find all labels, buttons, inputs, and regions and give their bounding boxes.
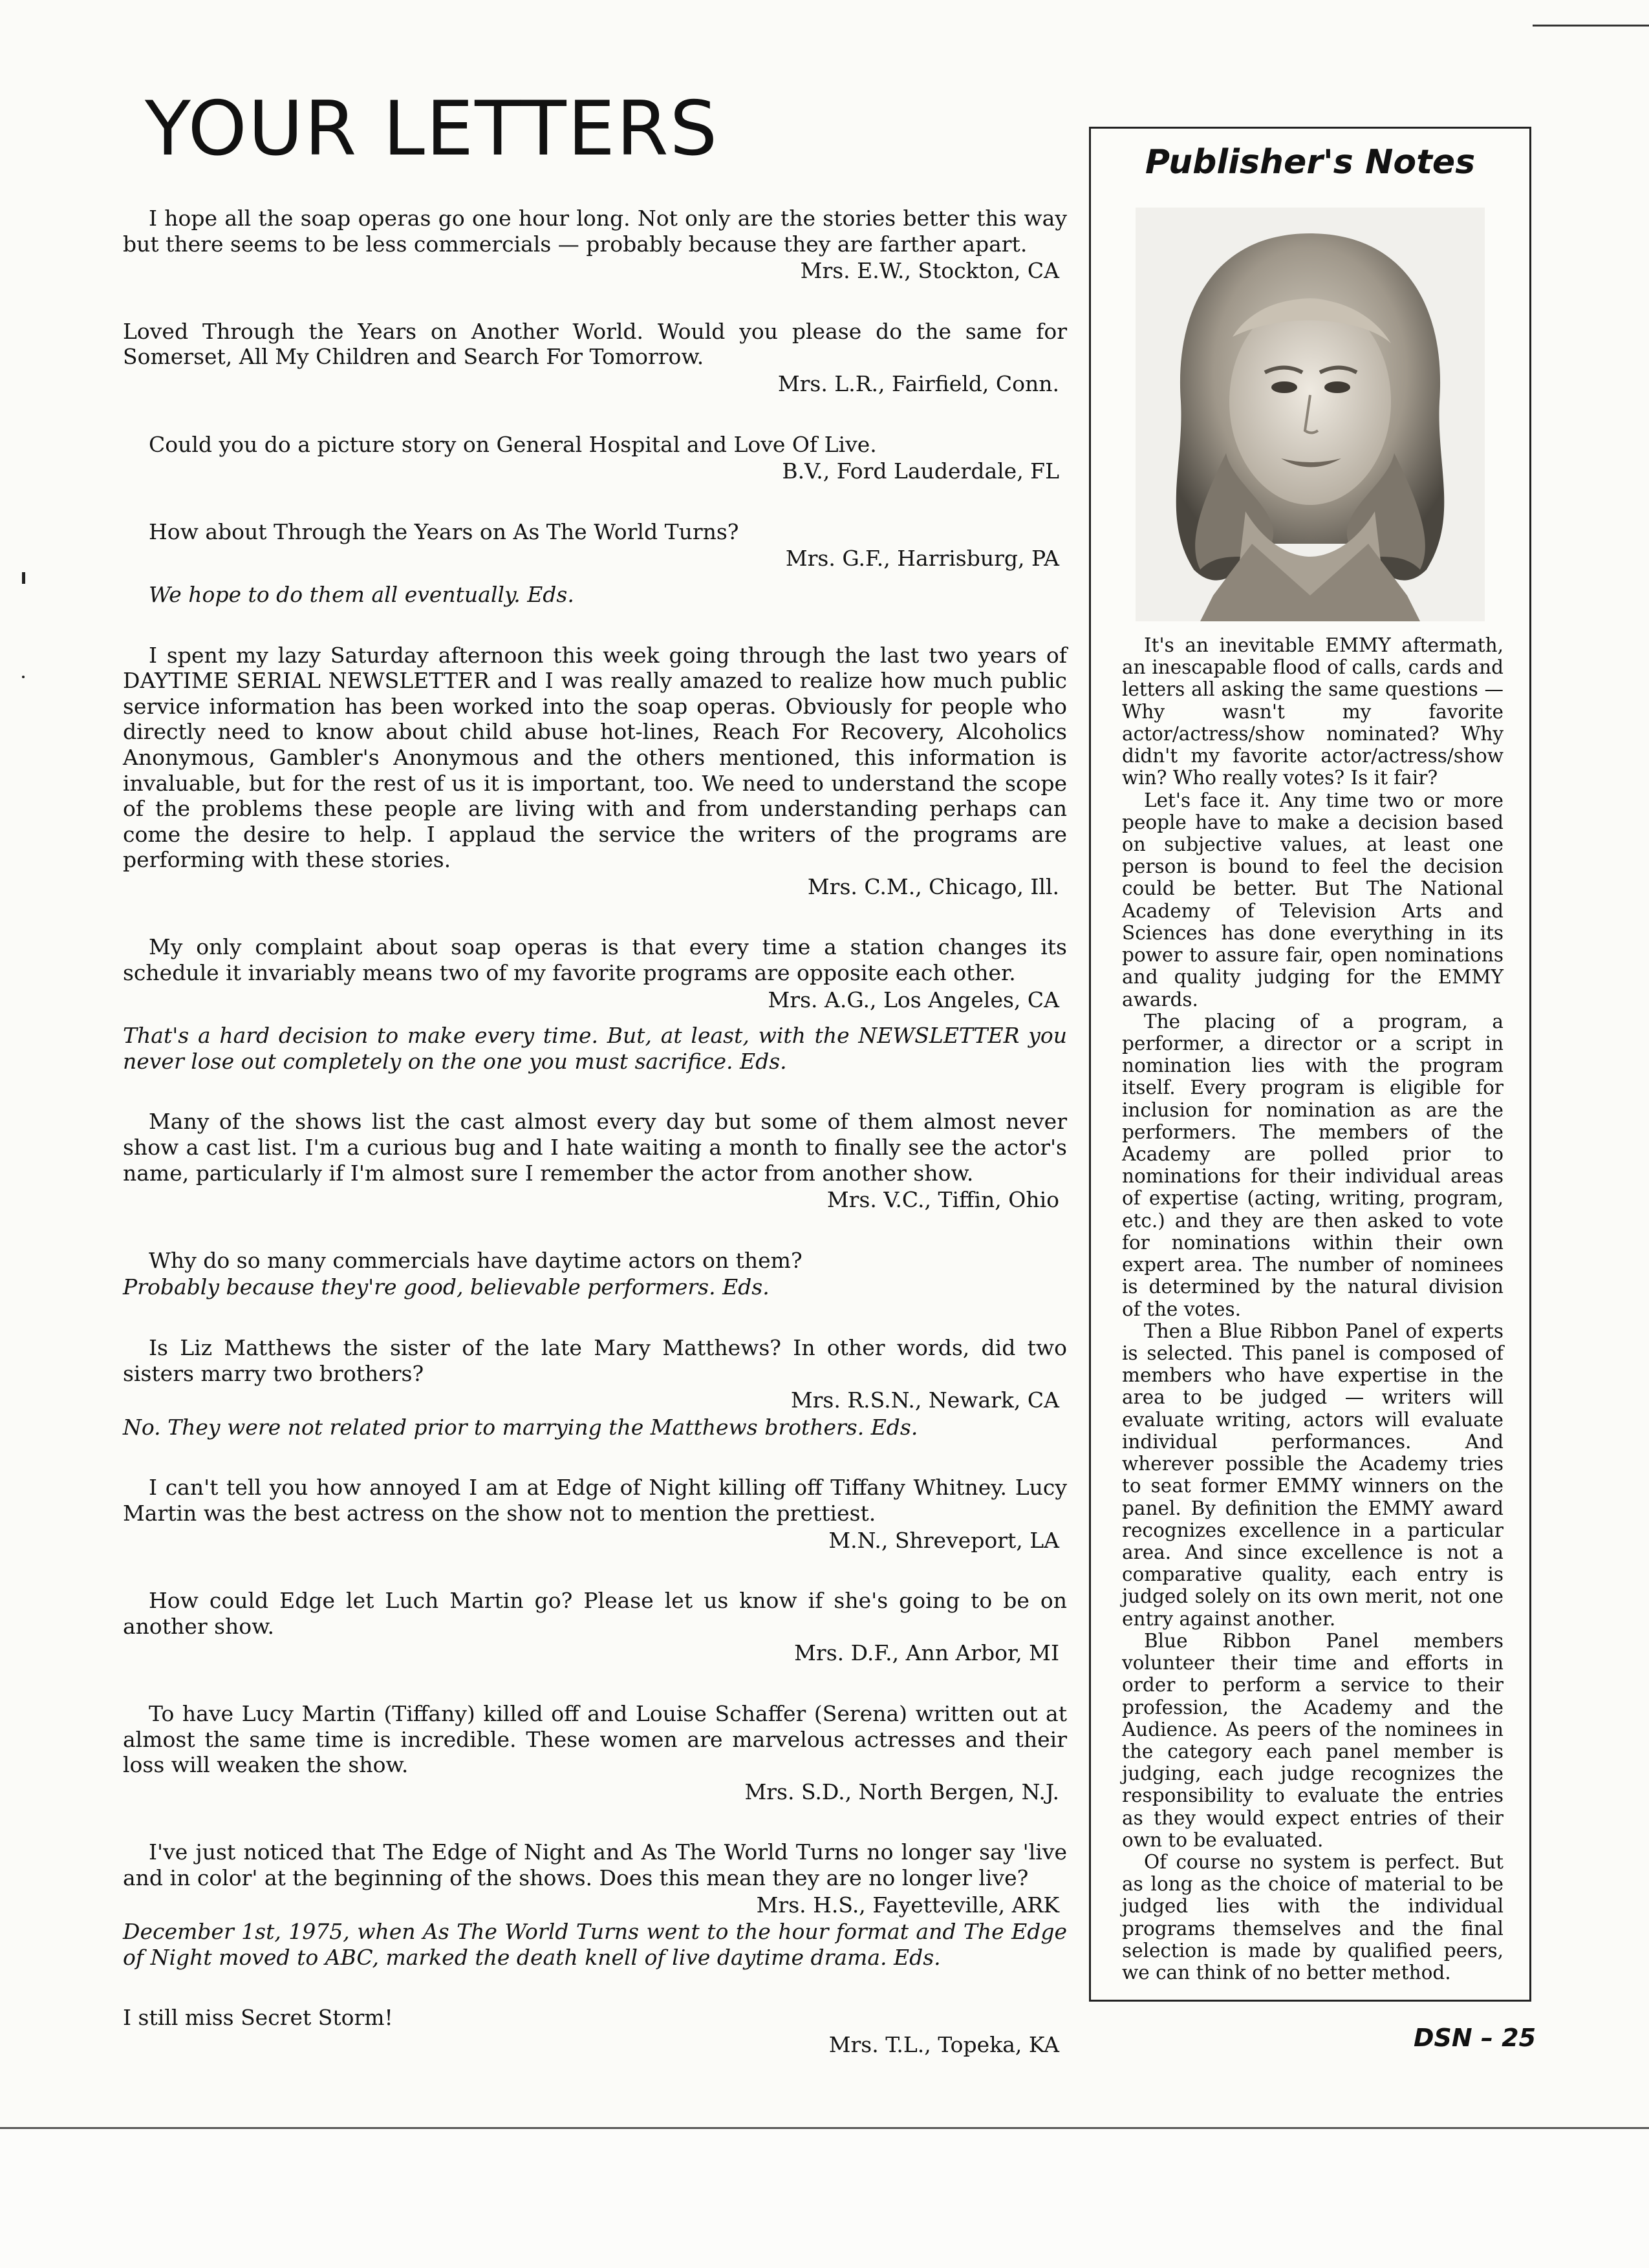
editor-reply: No. They were not related prior to marrying the Matthews brothers. Eds. [123, 1414, 918, 1440]
letter [123, 1475, 1067, 1553]
editor-reply: Probably because they're good, believable performers. Eds. [123, 1274, 770, 1300]
letter-signature: Mrs. S.D., North Bergen, N.J. [744, 1779, 1059, 1804]
letter [123, 1335, 1067, 1440]
margin-dot [22, 676, 25, 678]
letter-text: My only complaint about soap operas is that every time a station changes its schedule it invariably means two of my favorite programs are opposite each other. [123, 934, 1067, 986]
letter-text: Many of the shows list the cast almost every day but some of them almost never show a cast list. I'm a curious bug and I hate waiting a month to finally see the actor's name, particularly if I'm almost sure I remember the actor from another show. [123, 1109, 1067, 1186]
margin-mark [22, 572, 25, 584]
top-edge-rule [1533, 25, 1649, 27]
letter-text: Loved Through the Years on Another World. Would you please do the same for Somerset, All My Children and Search For Tomorrow. [123, 318, 1067, 370]
editor-reply: That's a hard decision to make every time. But, at least, with the NEWSLETTER you never lose out completely on the one you must sacrifice. Eds. [123, 1023, 1067, 1074]
publishers-notes-text [1091, 634, 1529, 1984]
sidebar-paragraph: The placing of a program, a performer, a director or a script in nomination lies with the program itself. Every program is eligible for inclusion for nomination as are the performers. The members of the Academy are polled prior to nominations for their individual areas of expertise (acting, writing, program, etc.) and they are then asked to vote for nominations within their own expert area. The number of nominees is determined by the natural division of the votes. [1122, 1010, 1503, 1320]
publishers-notes-title: Publisher's Notes [1145, 143, 1476, 182]
sidebar-paragraph: Let's face it. Any time two or more people have to make a decision based on subjective values, at least one person is bound to feel the decision could be better. But The National Academy of Television Arts and Sciences has done everything in its power to assure fair, open nominations and quality judging for the EMMY awards. [1122, 789, 1503, 1011]
editor-reply: We hope to do them all eventually. Eds. [149, 581, 574, 607]
sheet-edge [0, 2127, 1649, 2129]
letter-signature: Mrs. T.L., Topeka, KA [828, 2031, 1059, 2057]
letter [123, 319, 1067, 397]
letter-signature: Mrs. A.G., Los Angeles, CA [768, 987, 1059, 1012]
letter-text: Could you do a picture story on General Hospital and Love Of Live. [149, 431, 877, 457]
page-title: YOUR LETTERS [145, 85, 719, 173]
letter-text: I can't tell you how annoyed I am at Edge of Night killing off Tiffany Whitney. Lucy Martin was the best actress on the show not to mention the prettiest. [123, 1475, 1067, 1526]
letter-signature: Mrs. D.F., Ann Arbor, MI [794, 1640, 1059, 1666]
letter [123, 1701, 1067, 1804]
letter-text: How could Edge let Luch Martin go? Please let us know if she's going to be on another show. [123, 1588, 1067, 1639]
letter [123, 1248, 1067, 1300]
editor-reply: December 1st, 1975, when As The World Turns went to the hour format and The Edge of Night moved to ABC, marked the death knell of live daytime drama. Eds. [123, 1919, 1067, 1970]
letter-signature: B.V., Ford Lauderdale, FL [782, 458, 1059, 484]
sidebar-paragraph: Blue Ribbon Panel members volunteer their time and efforts in order to perform a service to their profession, the Academy and the Audience. As peers of the nominees in the category each panel member is judging, each judge recognizes the responsibility to evaluate the entries as they would expect entries of their own to be evaluated. [1122, 1629, 1503, 1851]
sidebar-paragraph: Of course no system is perfect. But as long as the choice of material to be judged lies with the individual programs themselves and the final selection is made by qualified peers, we can think of no better method. [1122, 1851, 1503, 1984]
letter-text: How about Through the Years on As The World Turns? [149, 519, 739, 544]
letter-text: I've just noticed that The Edge of Night and As The World Turns no longer say 'live and in color' at the beginning of the shows. Does this mean they are no longer live? [123, 1839, 1067, 1890]
letter [123, 934, 1067, 1074]
letter-text: To have Lucy Martin (Tiffany) killed off and Louise Schaffer (Serena) written out at almost the same time is incredible. These women are marvelous actresses and their loss will weaken the show. [123, 1700, 1067, 1778]
letters-column [123, 206, 1067, 2092]
letter [123, 432, 1067, 484]
page-number: DSN – 25 [1414, 2024, 1536, 2052]
letter-text: I hope all the soap operas go one hour long. Not only are the stories better this way but there seems to be less commercials — probably because they are farther apart. [123, 206, 1067, 257]
publishers-notes-box [1089, 127, 1531, 2002]
letter-signature: M.N., Shreveport, LA [828, 1527, 1059, 1553]
letter-signature: Mrs. H.S., Fayetteville, ARK [756, 1892, 1059, 1918]
letter [123, 643, 1067, 900]
letter-text: I still miss Secret Storm! [123, 2005, 393, 2031]
letter-signature: Mrs. E.W., Stockton, CA [800, 258, 1059, 284]
letter-signature: Mrs. C.M., Chicago, Ill. [807, 873, 1059, 899]
letter [123, 1109, 1067, 1212]
letter [123, 519, 1067, 608]
letter [123, 1588, 1067, 1666]
letter [123, 206, 1067, 284]
letter-signature: Mrs. L.R., Fairfield, Conn. [777, 370, 1059, 396]
letter-signature: Mrs. G.F., Harrisburg, PA [785, 546, 1059, 572]
letter [123, 1839, 1067, 1970]
sidebar-paragraph: It's an inevitable EMMY aftermath, an inescapable flood of calls, cards and letters all asking the same questions — Why wasn't my favorite actor/actress/show nominated? Why didn't my favorite actor/actress/show win? Who really votes? Is it fair? [1122, 634, 1503, 789]
sidebar-paragraph: Then a Blue Ribbon Panel of experts is selected. This panel is composed of members who have expertise in the area to be judged — writers will evaluate writing, actors will evaluate individual performances. And wherever possible the Academy tries to seat former EMMY winners on the panel. By definition the EMMY award recognizes excellence in a particular area. And since excellence is not a comparative quality, each entry is judged solely on its own merit, not one entry against another. [1122, 1320, 1503, 1630]
letter [123, 2005, 1067, 2057]
letter-signature: Mrs. R.S.N., Newark, CA [790, 1387, 1059, 1413]
publisher-portrait-icon [1136, 208, 1485, 621]
letter-text: I spent my lazy Saturday afternoon this week going through the last two years of DAYTIME SERIAL NEWSLETTER and I was really amazed to realize how much public service information has been worked into the soap operas. Obviously for people who directly need to know about child abuse hot-lines, Reach For Recovery, Alcoholics Anonymous, Gambler's Anonymous and the others mentioned, this information is invaluable, but for the rest of us it is important, too. We need to understand the scope of the problems these people are living with and from understanding perhaps can come the desire to help. I applaud the service the writers of the programs are performing with these stories. [123, 642, 1067, 873]
letter-signature: Mrs. V.C., Tiffin, Ohio [826, 1187, 1059, 1213]
letter-text: Why do so many commercials have daytime actors on them? [149, 1247, 803, 1273]
letter-text: Is Liz Matthews the sister of the late Mary Matthews? In other words, did two sisters marry two brothers? [123, 1335, 1067, 1386]
